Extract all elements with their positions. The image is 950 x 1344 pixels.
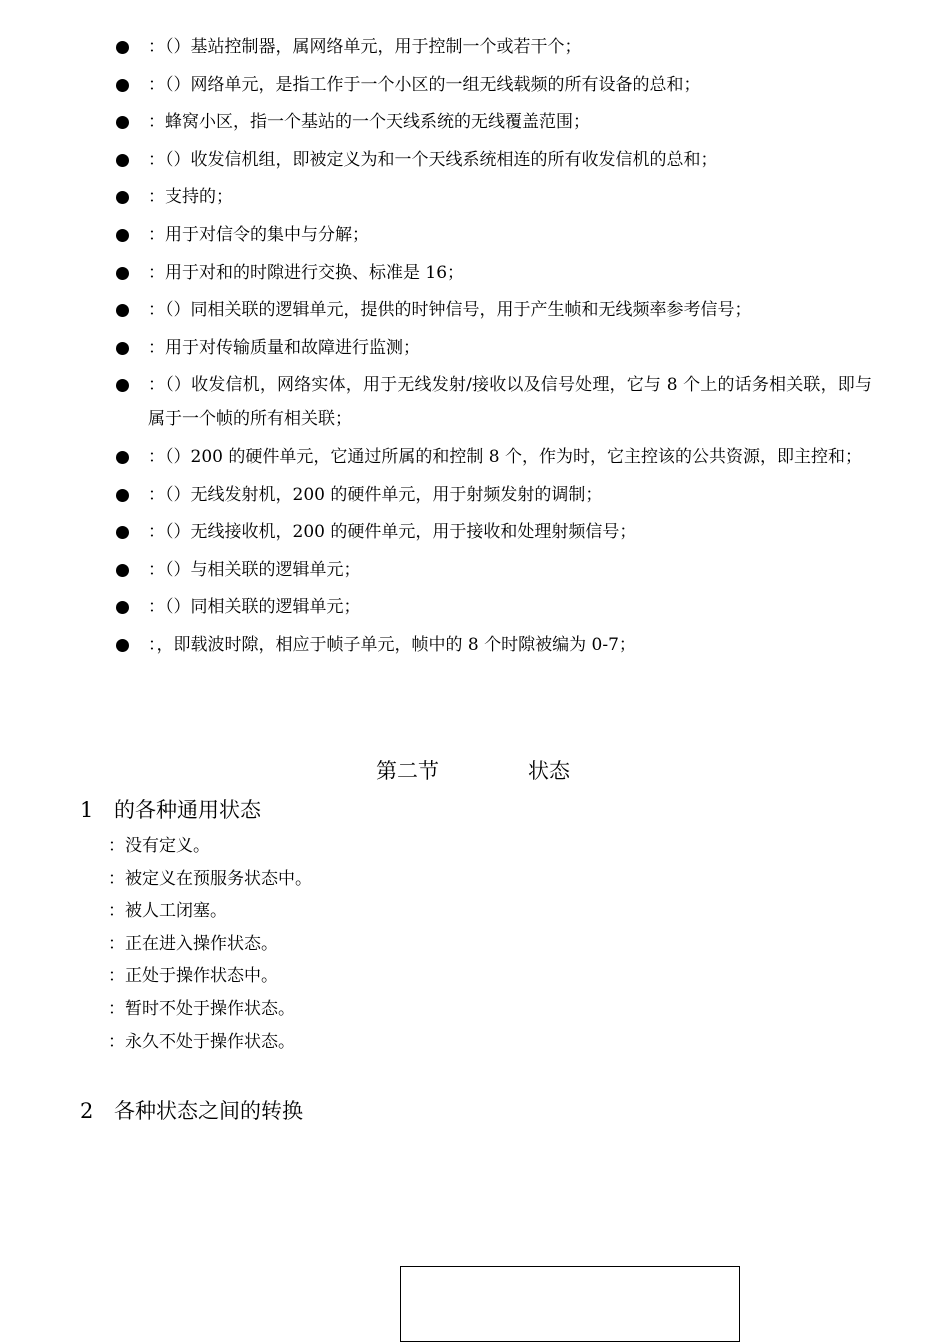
state-list [108,830,312,1058]
bullet-dot-icon [116,601,129,614]
bullet-item [112,628,872,662]
bullet-item [112,68,872,102]
bullet-item [112,478,872,512]
definition-bullet-list [112,30,872,666]
bullet-item [112,553,872,587]
bullet-text: ：，即载波时隙，相应于帧子单元，帧中的 8 个时隙被编为 0-7； [148,634,636,655]
bullet-dot-icon [116,639,129,652]
bullet-dot-icon [116,116,129,129]
bullet-text: ：（）网络单元，是指工作于一个小区的一组无线载频的所有设备的总和； [148,74,701,95]
subheading-number: 1 [80,798,94,822]
bullet-text: ：（）基站控制器，属网络单元，用于控制一个或若干个； [148,37,582,57]
diagram-box [400,1266,740,1342]
bullet-text: ：（）收发信机，网络实体，用于无线发射/接收以及信号处理，它与 8 个上的话务相关联，即与属于一个帧的所有相关联； [148,375,872,430]
bullet-item [112,30,872,64]
bullet-text: ：用于对传输质量和故障进行监测； [148,337,420,358]
bullet-dot-icon [116,79,129,92]
subheading-number: 2 [80,1099,94,1123]
bullet-dot-icon [116,379,129,392]
bullet-item [112,180,872,214]
bullet-dot-icon [116,229,129,242]
bullet-text: ：（）与相关联的逻辑单元； [148,559,361,580]
section-number: 第二节 [376,759,439,783]
bullet-item [112,143,872,177]
section-name: 状态 [528,759,570,783]
bullet-item [112,515,872,549]
bullet-item [112,256,872,290]
subheading-text: 的各种通用状态 [114,798,261,822]
bullet-item [112,590,872,624]
bullet-text: ：（）无线发射机，200 的硬件单元，用于射频发射的调制； [148,484,603,505]
bullet-dot-icon [116,191,129,204]
bullet-text: ：（）同相关联的逻辑单元，提供的时钟信号，用于产生帧和无线频率参考信号； [148,300,752,321]
bullet-item [112,331,872,365]
bullet-text: ：蜂窝小区，指一个基站的一个天线系统的无线覆盖范围； [148,112,590,133]
bullet-text: ：（）200 的硬件单元，它通过所属的和控制 8 个，作为时，它主控该的公共资源，即主控和； [148,446,862,467]
state-item: ：没有定义。 [108,836,210,856]
bullet-text: ：用于对和的时隙进行交换、标准是 16； [148,262,465,283]
bullet-text: ：（）同相关联的逻辑单元； [148,597,361,618]
bullet-text: ：支持的； [148,187,233,208]
state-item: ：被人工闭塞。 [108,901,227,922]
bullet-item [112,293,872,327]
state-item: ：永久不处于操作状态。 [108,1031,295,1052]
bullet-item [112,105,872,139]
subheading-2 [80,1096,303,1126]
subheading-text: 各种状态之间的转换 [114,1099,303,1123]
state-item: ：暂时不处于操作状态。 [108,998,295,1019]
bullet-text: ：（）无线接收机，200 的硬件单元，用于接收和处理射频信号； [148,522,637,543]
bullet-text: ：（）收发信机组，即被定义为和一个天线系统相连的所有收发信机的总和； [148,149,718,170]
bullet-dot-icon [116,489,129,502]
bullet-dot-icon [116,41,129,54]
bullet-dot-icon [116,451,129,464]
bullet-dot-icon [116,267,129,280]
bullet-item [112,218,872,252]
bullet-dot-icon [116,526,129,539]
state-item: ：正处于操作状态中。 [108,966,278,987]
bullet-dot-icon [116,564,129,577]
state-item: ：被定义在预服务状态中。 [108,868,312,889]
bullet-item [112,440,872,474]
bullet-item [112,368,872,436]
bullet-dot-icon [116,342,129,355]
state-item: ：正在进入操作状态。 [108,933,278,954]
bullet-dot-icon [116,154,129,167]
subheading-1 [80,795,261,825]
bullet-dot-icon [116,304,129,317]
bullet-text: ：用于对信令的集中与分解； [148,224,369,245]
